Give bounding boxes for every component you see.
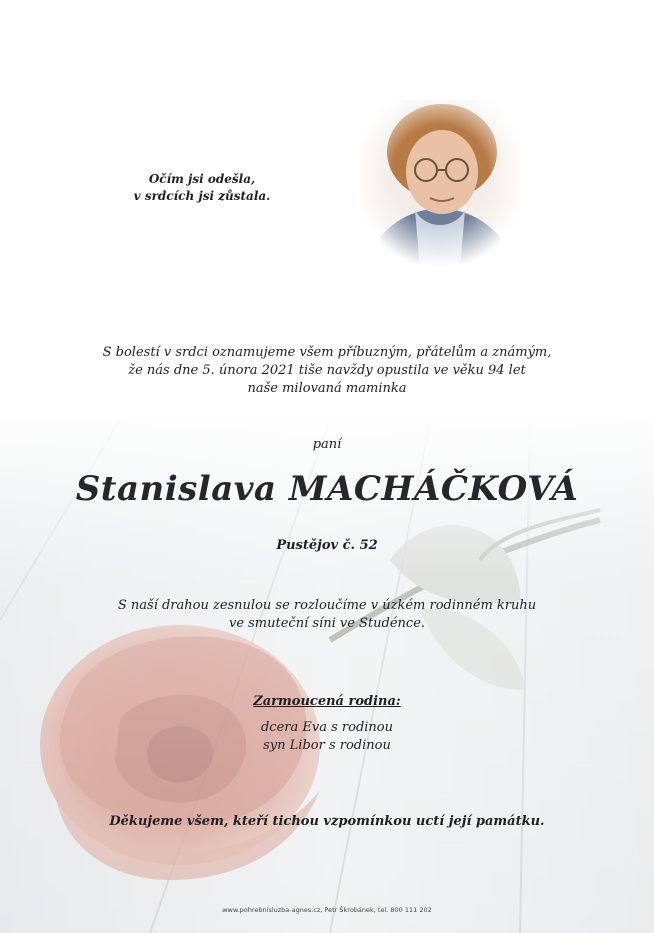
farewell-line-2: ve smuteční síni ve Studénce. <box>228 616 426 631</box>
family-member: syn Libor s rodinou <box>263 738 391 753</box>
motto <box>118 171 286 205</box>
announcement-line-3: naše milovaná maminka <box>247 381 407 396</box>
deceased-name: Stanislava MACHÁČKOVÁ <box>75 469 579 509</box>
address: Pustějov č. 52 <box>276 538 378 553</box>
portrait-photo <box>360 100 520 268</box>
title-word: paní <box>312 437 342 452</box>
family-title: Zarmoucená rodina: <box>253 694 401 709</box>
motto-line-1: Očím jsi odešla, <box>148 172 256 186</box>
motto-line-2: v srdcích jsi zůstala. <box>133 189 271 203</box>
announcement-line-2: že nás dne 5. února 2021 tiše navždy opustila ve věku 94 let <box>128 363 526 378</box>
family-member: dcera Eva s rodinou <box>260 720 393 735</box>
farewell-line-1: S naší drahou zesnulou se rozloučíme v úzkém rodinném kruhu <box>117 598 537 613</box>
announcement-line-1: S bolestí v srdci oznamujeme všem příbuzným, přátelům a známým, <box>102 345 552 360</box>
farewell-info <box>0 597 654 633</box>
footer-credit: www.pohrebnisluzba-agnes.cz, Petr Škrobánek, tel. 800 111 202 <box>222 906 432 914</box>
thanks-text: Děkujeme všem, kteří tichou vzpomínkou uctí její památku. <box>109 814 545 829</box>
family-members <box>0 719 654 755</box>
announcement <box>0 344 654 398</box>
